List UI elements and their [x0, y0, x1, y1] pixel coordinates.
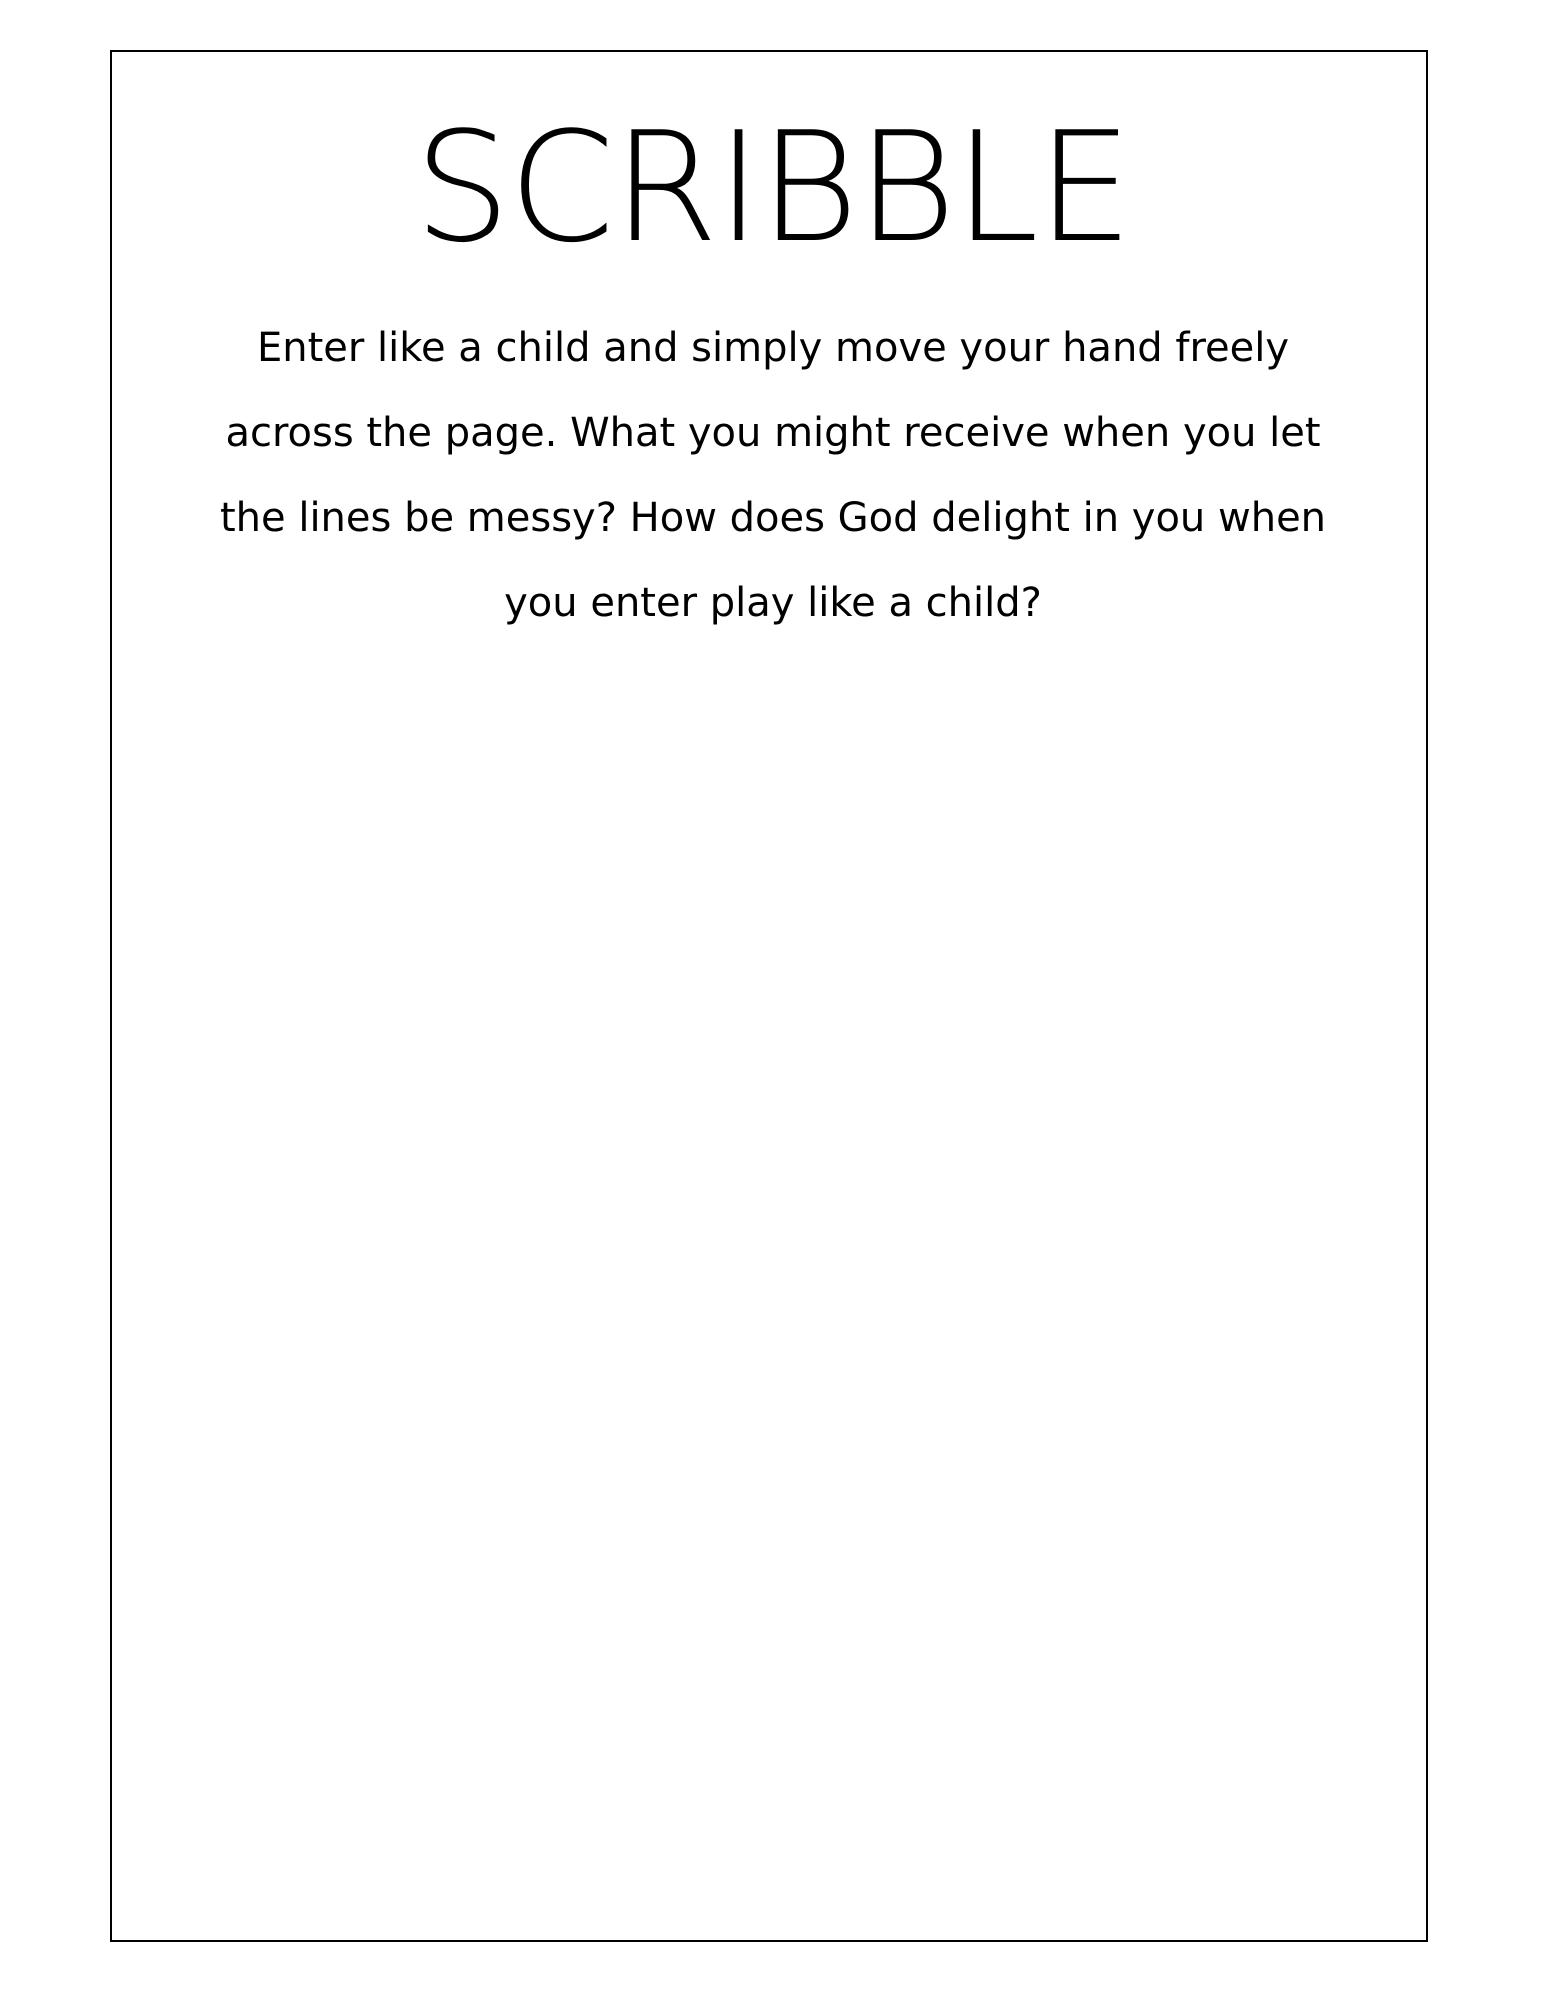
page-title: SCRIBBLE — [414, 99, 1131, 276]
prompt-line: you enter play like a child? — [504, 580, 1042, 626]
prompt-line: the lines be messy? How does God delight in you when — [219, 495, 1327, 541]
prompt-line: Enter like a child and simply move your hand freely — [256, 325, 1290, 371]
prompt-line: across the page. What you might receive when you let — [225, 410, 1321, 456]
prompt-text — [190, 306, 1356, 646]
